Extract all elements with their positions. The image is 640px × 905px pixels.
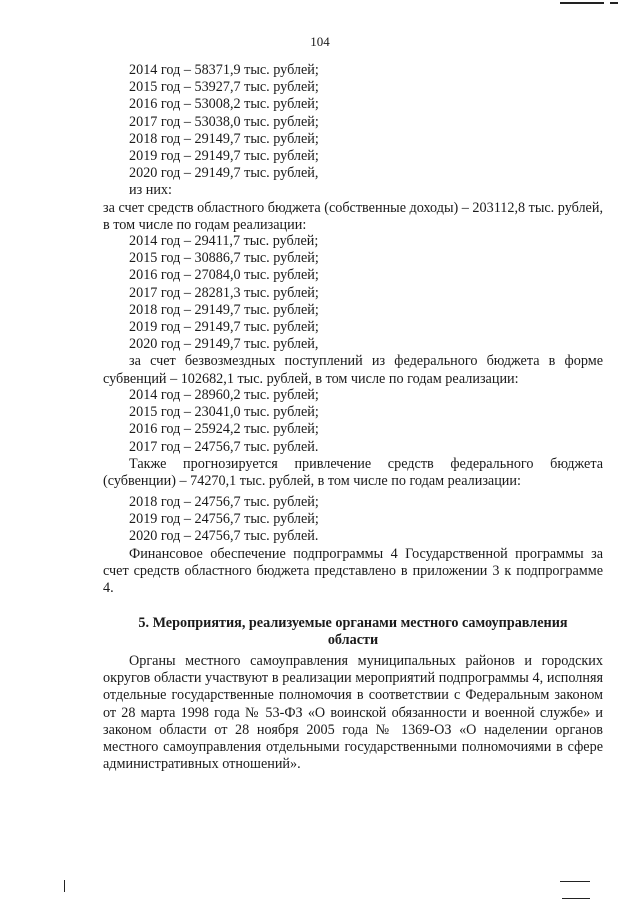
section-paragraph: Органы местного самоуправления муниципальных районов и городских округов области участвуют в реализации мероприятий подпрограммы 4, исполняя отдельные государственные полномочия в соответствии с Федеральным законом от 28 марта 1998 года № 53-ФЗ «О воинской обязанности и военной службе» и законом области от 28 ноября 2005 года № 1369-ОЗ «О наделении органов местного самоуправления отдельными государственными полномочиями в сфере административных отношений». <box>103 653 603 773</box>
federal-funding-list <box>103 387 603 490</box>
list-item: 2016 год – 25924,2 тыс. рублей; <box>129 421 319 438</box>
list-item: 2018 год – 29149,7 тыс. рублей; <box>129 130 319 147</box>
list-item: 2018 год – 29149,7 тыс. рублей; <box>129 301 319 318</box>
scan-mark-bottom-left <box>64 880 65 892</box>
list-item: 2018 год – 24756,7 тыс. рублей; <box>129 494 319 510</box>
section-paragraph-block <box>103 653 603 773</box>
list-item: 2014 год – 28960,2 тыс. рублей; <box>129 387 319 403</box>
funding-by-year-list <box>103 62 603 234</box>
scan-mark-top-right-dash <box>610 2 618 4</box>
list-item: 2017 год – 53038,0 тыс. рублей; <box>129 113 319 130</box>
list-item: 2017 год – 24756,7 тыс. рублей. <box>129 438 319 455</box>
list-item: 2020 год – 29149,7 тыс. рублей, <box>129 165 319 182</box>
list-item: 2019 год – 29149,7 тыс. рублей; <box>129 148 319 165</box>
list-item: 2019 год – 24756,7 тыс. рублей; <box>129 511 319 528</box>
list-item: 2015 год – 23041,0 тыс. рублей; <box>129 404 319 421</box>
list-item: из них: <box>129 182 172 199</box>
regional-funding-list <box>103 233 603 388</box>
scan-mark-bottom-right-2 <box>562 898 590 899</box>
list-item: 2015 год – 53927,7 тыс. рублей; <box>129 79 319 96</box>
forecast-funding-list <box>103 494 603 546</box>
section-heading: 5. Мероприятия, реализуемые органами местного самоуправления области <box>138 615 568 649</box>
list-item: 2020 год – 24756,7 тыс. рублей. <box>129 528 319 545</box>
forecast-paragraph: Также прогнозируется привлечение средств федерального бюджета (субвенции) – 74270,1 тыс. рублей, в том числе по годам реализации: <box>103 455 603 490</box>
list-item: 2014 год – 29411,7 тыс. рублей; <box>129 233 319 249</box>
page-number: 104 <box>310 34 330 49</box>
financing-paragraph-block <box>103 546 603 598</box>
federal-subvention-paragraph: за счет безвозмездных поступлений из федерального бюджета в форме субвенций – 102682,1 тыс. рублей, в том числе по годам реализации: <box>103 353 603 387</box>
regional-budget-paragraph: за счет средств областного бюджета (собственные доходы) – 203112,8 тыс. рублей, в том числе по годам реализации: <box>103 199 603 233</box>
list-item: 2015 год – 30886,7 тыс. рублей; <box>129 250 319 267</box>
financing-paragraph: Финансовое обеспечение подпрограммы 4 Государственной программы за счет средств областного бюджета представлено в приложении 3 к подпрограмме 4. <box>103 546 603 597</box>
scan-mark-top-right <box>560 2 604 4</box>
list-item: 2016 год – 27084,0 тыс. рублей; <box>129 267 319 284</box>
list-item: 2020 год – 29149,7 тыс. рублей, <box>129 336 319 353</box>
list-item: 2017 год – 28281,3 тыс. рублей; <box>129 284 319 301</box>
scan-mark-bottom-right <box>560 881 590 882</box>
list-item: 2016 год – 53008,2 тыс. рублей; <box>129 96 319 113</box>
list-item: 2014 год – 58371,9 тыс. рублей; <box>129 62 319 78</box>
list-item: 2019 год – 29149,7 тыс. рублей; <box>129 319 319 336</box>
